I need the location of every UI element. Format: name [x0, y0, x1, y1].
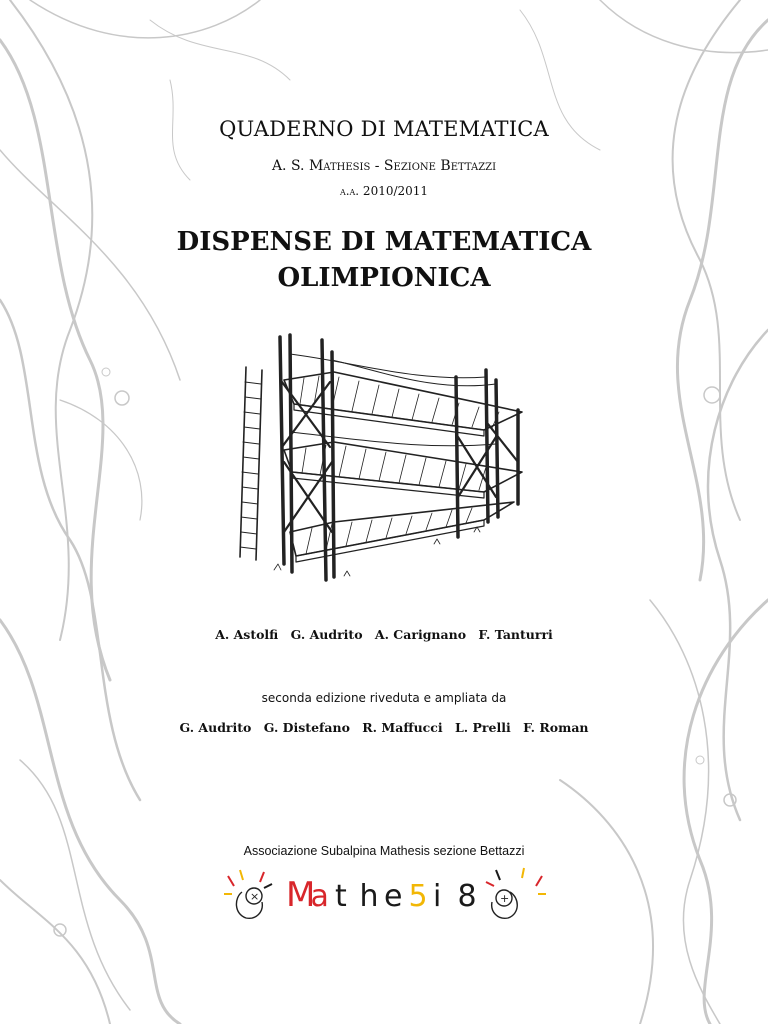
- author-name: F. Tanturri: [478, 627, 553, 642]
- main-title: [0, 224, 768, 296]
- association-full-name: Associazione Subalpina Mathesis sezione Bettazzi: [243, 844, 525, 858]
- academic-year: a.a. 2010/2011: [339, 184, 429, 198]
- association-name: A. S. Mathesis - Sezione Bettazzi: [271, 158, 497, 174]
- author-name: A. Carignano: [374, 627, 467, 642]
- author-name: A. Astolfi: [215, 627, 279, 642]
- svg-text:+: +: [500, 892, 510, 905]
- authors: [0, 627, 768, 642]
- mascot-left-icon: [224, 870, 272, 918]
- editors: [0, 720, 768, 735]
- logo-letter: e: [384, 879, 403, 914]
- editor-name: L. Prelli: [455, 720, 511, 735]
- author-name: G. Audrito: [290, 627, 363, 642]
- logo-letter: t: [335, 879, 347, 914]
- logo-letter: 5: [408, 879, 428, 914]
- mascot-right-icon: [486, 868, 546, 918]
- scaffold-illustration: [234, 332, 534, 586]
- editor-name: G. Audrito: [179, 720, 252, 735]
- logo-letter: 8: [457, 879, 477, 914]
- edition-note: seconda edizione riveduta e ampliata da: [261, 691, 507, 705]
- logo-letter: i: [433, 879, 442, 914]
- editor-name: R. Maffucci: [362, 720, 443, 735]
- main-title-line-2: OLIMPIONICA: [277, 263, 491, 293]
- svg-text:×: ×: [250, 890, 260, 903]
- main-title-line-1: DISPENSE DI MATEMATICA: [176, 227, 592, 257]
- logo-wordmark: [286, 875, 477, 915]
- mathesis-logo: [220, 862, 550, 924]
- logo-letter: h: [359, 879, 379, 914]
- editor-name: G. Distefano: [263, 720, 350, 735]
- editor-name: F. Roman: [523, 720, 589, 735]
- logo-letter: M: [286, 875, 316, 915]
- logo-letter: a: [310, 879, 329, 914]
- series-title: QUADERNO DI MATEMATICA: [219, 117, 549, 141]
